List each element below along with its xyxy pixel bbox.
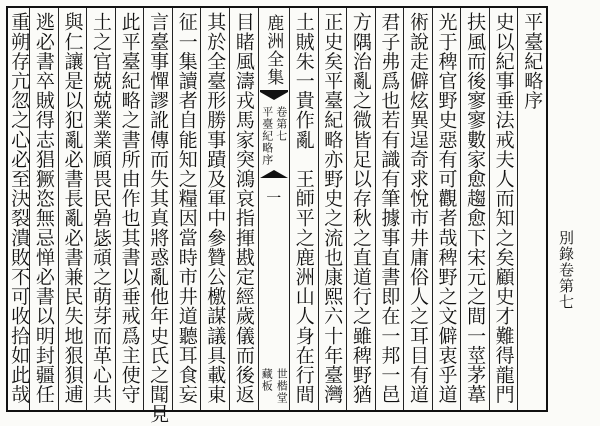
text-line: 逃必書卒賊得志猖獗恣無忌惮必書以明封疆任 bbox=[32, 12, 55, 404]
text-column-l3 bbox=[172, 8, 201, 410]
publisher-suffix: 藏板 bbox=[260, 368, 274, 392]
text-line: 土賊朱一貴作亂 王師平之鹿洲山人身在行間 bbox=[292, 12, 315, 404]
publisher-imprint bbox=[259, 368, 289, 404]
text-line: 平臺紀略序 bbox=[521, 12, 544, 110]
subtitle-right: 卷第七 bbox=[274, 106, 288, 142]
text-line: 此平臺紀略之書所由作也其書以垂戒爲主使守 bbox=[118, 12, 141, 404]
fishtail-mark-top bbox=[260, 90, 288, 102]
text-line: 正史矣平臺紀略亦野史之流也康熙六十年臺灣 bbox=[321, 12, 344, 404]
text-column-r4 bbox=[432, 8, 461, 410]
fishtail-mark-bottom bbox=[260, 168, 288, 178]
text-column-l1 bbox=[229, 8, 258, 410]
text-column-l8 bbox=[29, 8, 58, 410]
text-column-l7 bbox=[58, 8, 87, 410]
text-column-r6 bbox=[375, 8, 404, 410]
text-column-r8 bbox=[318, 8, 347, 410]
margin-volume-label: 別錄卷第七 bbox=[557, 230, 575, 310]
text-column-l4 bbox=[143, 8, 172, 424]
text-line: 扶風而後寥寥數家愈趨愈下宋元之間一莖茅葦 bbox=[464, 12, 487, 404]
center-banner-column bbox=[258, 8, 289, 410]
text-column-r2 bbox=[489, 8, 518, 410]
text-line: 土之官兢兢業業頋畏民碞毖頑之萌芽而革心共 bbox=[90, 12, 113, 404]
text-column-l6 bbox=[86, 8, 115, 410]
text-column-r1 bbox=[517, 8, 546, 410]
text-column-l2 bbox=[200, 8, 229, 410]
text-column-l5 bbox=[115, 8, 144, 410]
text-line: 言臺事憚謬訛傳而失其真將惑亂他年史氏之聞見 bbox=[147, 12, 170, 424]
text-line: 史以紀事垂法戒夫人而知之矣顧史才難得龍門 bbox=[492, 12, 515, 404]
text-column-r5 bbox=[403, 8, 432, 410]
volume-subtitle bbox=[259, 106, 289, 166]
publisher-name: 世楷堂 bbox=[275, 368, 289, 404]
text-line: 與仁讓是以犯亂必書長亂必書兼民失地狠狽逋 bbox=[61, 12, 84, 404]
text-column-r7 bbox=[346, 8, 375, 410]
text-column-r9 bbox=[289, 8, 318, 410]
page-frame bbox=[6, 6, 548, 424]
page-number: 一 bbox=[264, 190, 283, 205]
text-column-r3 bbox=[460, 8, 489, 410]
collection-title: 鹿洲全集 bbox=[263, 14, 284, 86]
text-line: 光于稗官野史惡有可觀者哉稗野之文僻衷乎道 bbox=[435, 12, 458, 404]
text-line: 方隅治亂之微皆足以存秋之直道行之雖稗野猶 bbox=[349, 12, 372, 404]
subtitle-left: 平臺紀略序 bbox=[260, 106, 274, 166]
text-column-l9 bbox=[8, 8, 29, 410]
text-line: 君子弗爲也若有識有筆據事直書即在一邦一邑 bbox=[378, 12, 401, 404]
text-line: 重朔存亢忽之心必至決裂潰敗不可收拾如此哉 bbox=[8, 12, 31, 404]
text-line: 術說走僻炫異逞奇求悅市井庸俗人之耳目有道 bbox=[406, 12, 429, 404]
text-line: 目睹風濤戎馬家突鴻哀指揮戡定經歲儀而後返 bbox=[232, 12, 255, 404]
text-line: 其於全臺形勝事蹟及軍中參贊公檄謀議具載東 bbox=[204, 12, 227, 404]
text-line: 征一集讀者自能知之糧因當時市井道聽耳食妄 bbox=[175, 12, 198, 404]
